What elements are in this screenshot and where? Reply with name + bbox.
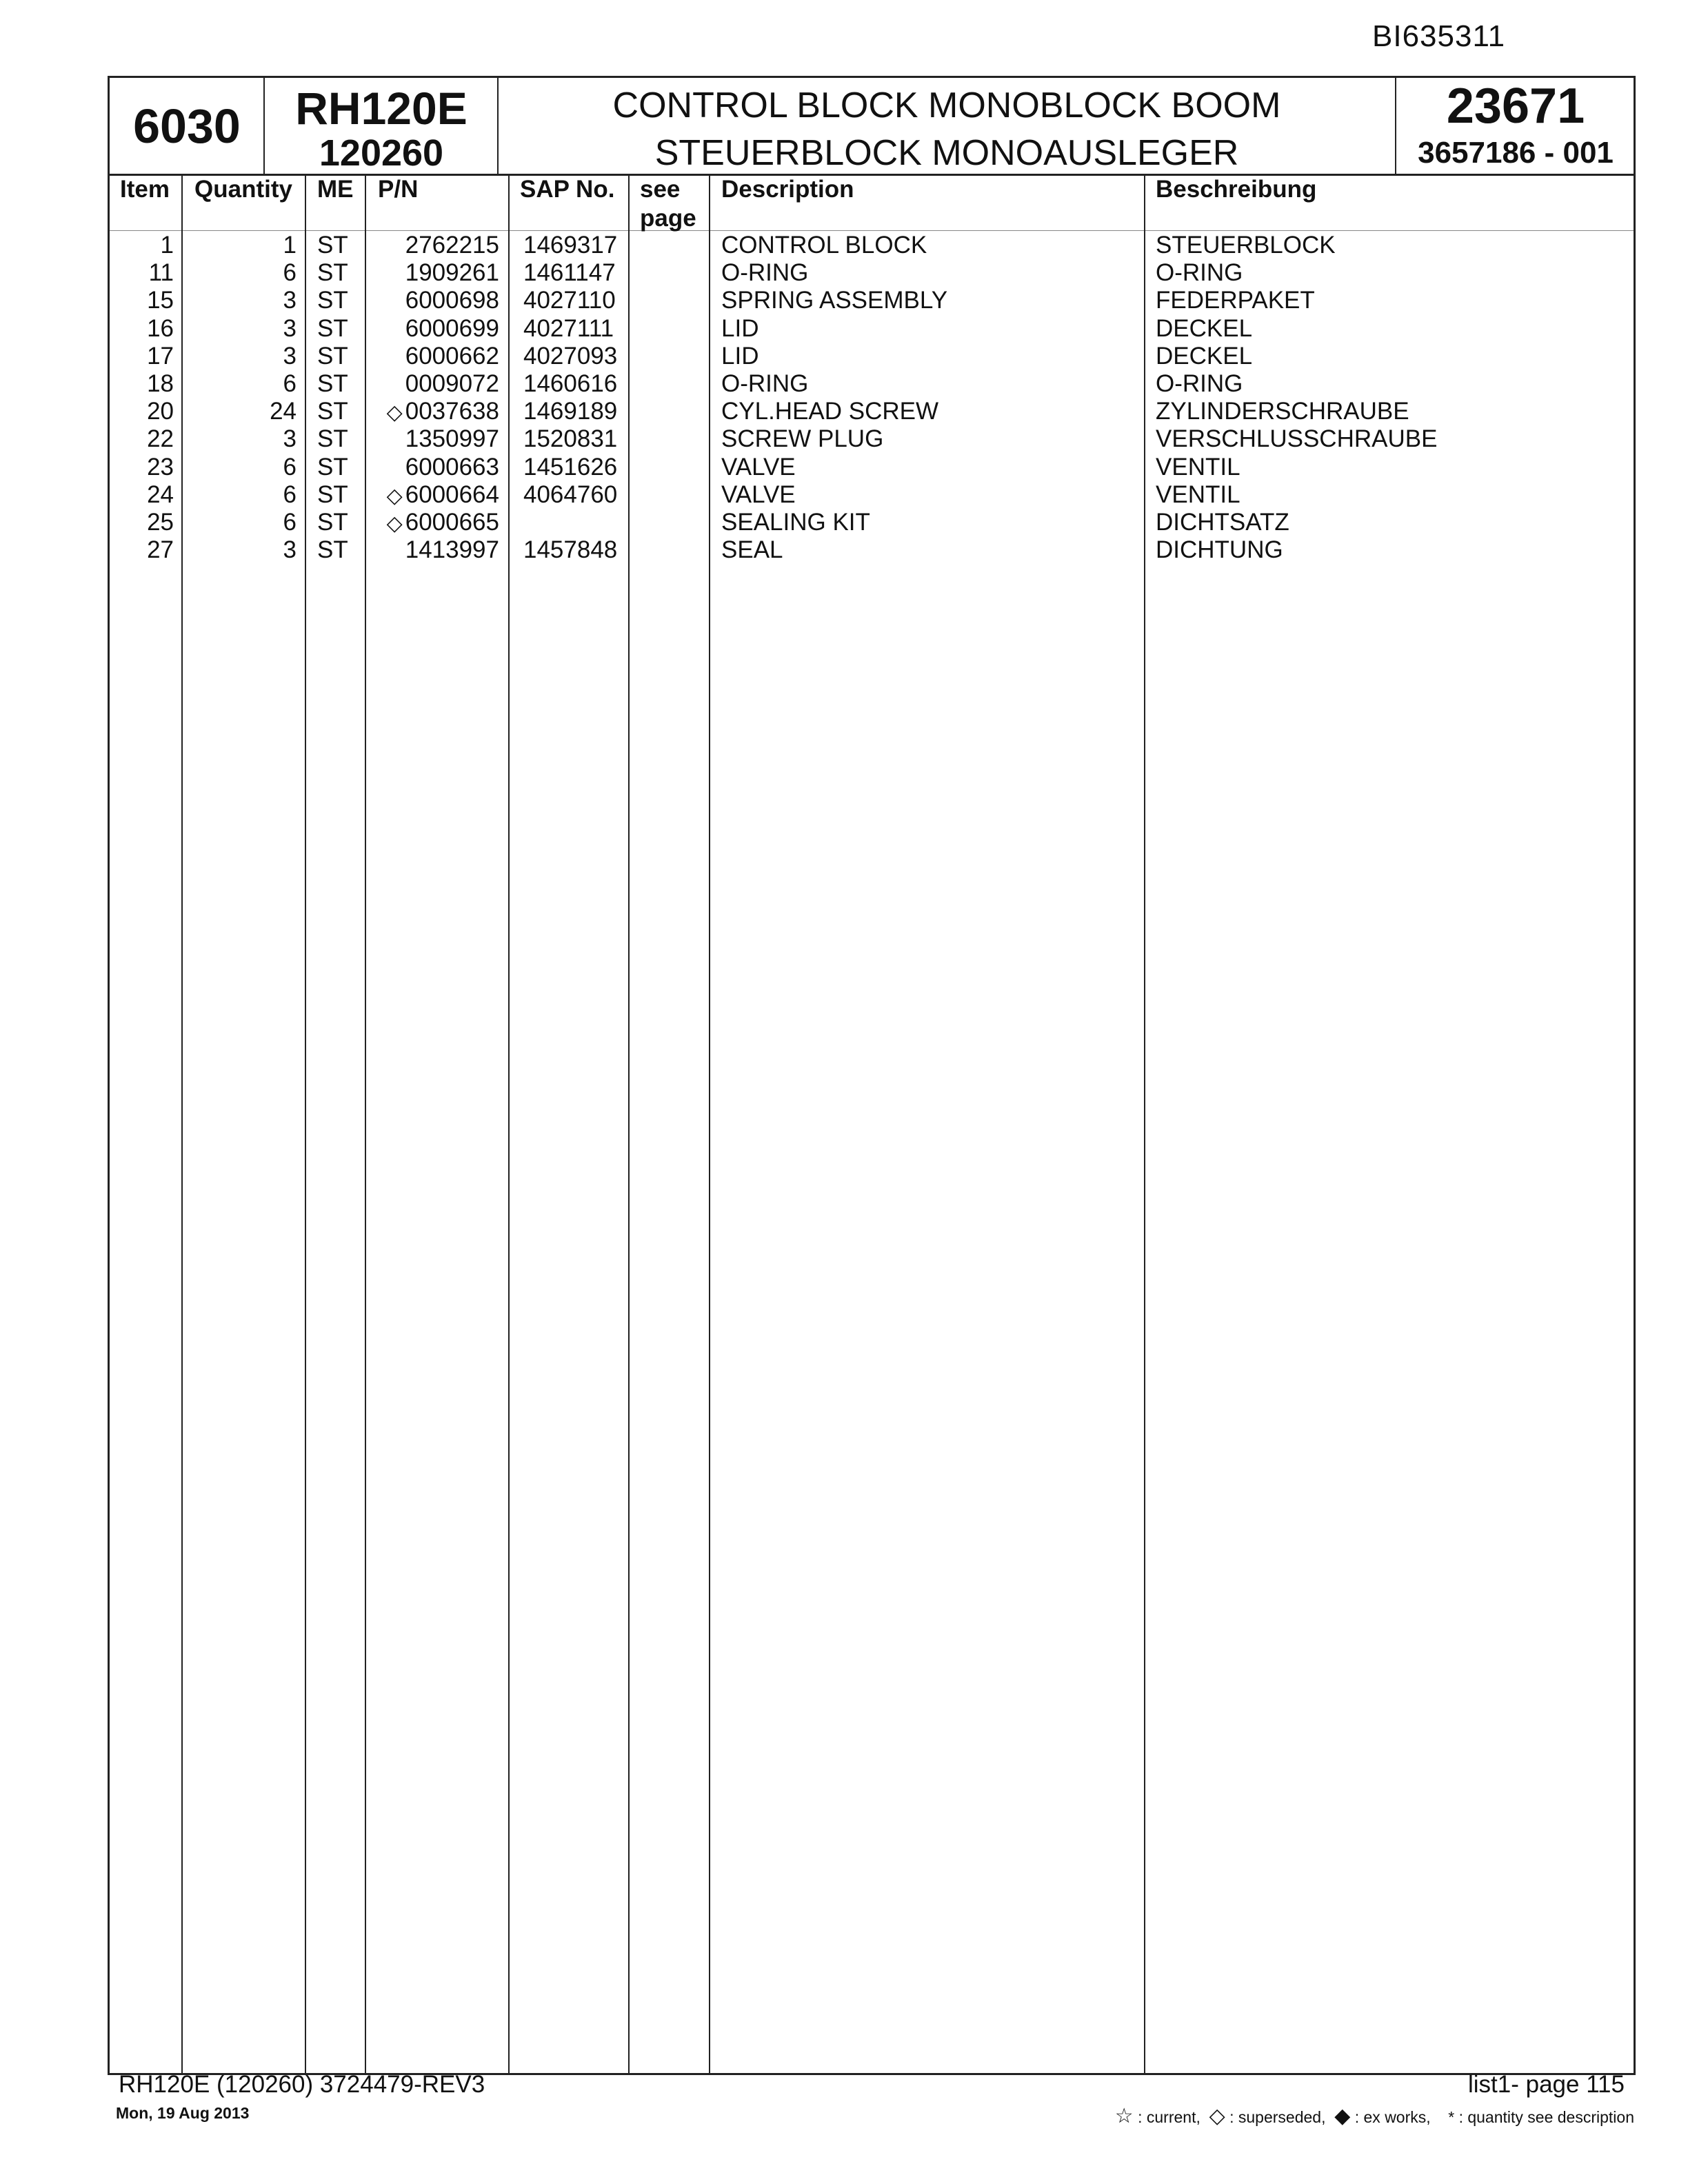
cell-item-text: 15 xyxy=(147,287,174,314)
cell-sap-text: 1520831 xyxy=(523,425,618,453)
cell-item xyxy=(147,315,174,343)
cell-item xyxy=(161,232,174,259)
cell-description xyxy=(721,398,938,425)
cell-me xyxy=(317,315,348,343)
cell-sap-text: 4064760 xyxy=(523,481,618,508)
cell-pn-text: 1350997 xyxy=(405,425,499,453)
column-divider xyxy=(365,174,366,2074)
cell-quantity-text: 3 xyxy=(283,425,297,453)
cell-quantity-text: 1 xyxy=(283,232,297,259)
cell-item xyxy=(147,370,174,398)
cell-description xyxy=(721,232,927,259)
cell-sap-text: 4027111 xyxy=(523,314,614,342)
cell-me xyxy=(317,259,348,287)
machine-serial: 120260 xyxy=(319,132,444,174)
cell-beschreibung xyxy=(1156,343,1252,370)
document-id: BI635311 xyxy=(1372,19,1506,53)
cell-item-text: 18 xyxy=(147,370,174,397)
title-german: STEUERBLOCK MONOAUSLEGER xyxy=(654,133,1239,173)
cell-sap xyxy=(523,398,617,425)
star-icon: ☆ xyxy=(1114,2105,1134,2127)
cell-beschreibung xyxy=(1156,287,1315,314)
cell-pn-text: 6000699 xyxy=(405,314,499,342)
cell-me xyxy=(317,343,348,370)
cell-quantity-text: 3 xyxy=(283,314,297,342)
cell-quantity xyxy=(283,315,297,343)
cell-beschreibung-text: O-RING xyxy=(1156,370,1243,397)
cell-pn xyxy=(405,343,499,370)
cell-description-text: VALVE xyxy=(721,481,796,508)
cell-item xyxy=(147,536,174,564)
cell-beschreibung xyxy=(1156,232,1336,259)
cell-quantity xyxy=(283,370,297,398)
cell-description xyxy=(721,425,883,453)
column-header-sap: SAP No. xyxy=(520,176,615,203)
cell-me-text: ST xyxy=(317,370,348,397)
cell-item xyxy=(147,398,174,425)
cell-quantity-text: 6 xyxy=(283,453,297,481)
cell-description xyxy=(721,259,808,287)
cell-sap xyxy=(523,454,617,481)
cell-item-text: 20 xyxy=(147,398,174,425)
cell-me xyxy=(317,481,348,509)
cell-quantity xyxy=(283,536,297,564)
cell-pn-text: 6000663 xyxy=(405,453,499,481)
cell-sap xyxy=(523,481,617,509)
cell-quantity xyxy=(283,509,297,536)
column-divider xyxy=(628,174,630,2074)
diamond-filled-icon: ◆ xyxy=(1334,2105,1351,2127)
cell-pn-text: 6000662 xyxy=(405,342,499,370)
cell-me-text: ST xyxy=(317,453,348,481)
cell-sap-text: 1469189 xyxy=(523,398,618,425)
cell-pn xyxy=(405,370,499,398)
header-divider xyxy=(1395,76,1396,175)
column-divider xyxy=(1144,174,1145,2074)
cell-sap xyxy=(523,425,617,453)
cell-me-text: ST xyxy=(317,536,348,564)
footer-document-ref: RH120E (120260) 3724479-REV3 xyxy=(119,2071,485,2098)
legend-ex-works: : ex works, xyxy=(1354,2108,1431,2126)
cell-sap xyxy=(523,536,617,564)
cell-sap-text: 1469317 xyxy=(523,232,618,259)
cell-pn xyxy=(387,398,499,427)
cell-sap-text: 4027110 xyxy=(523,287,616,314)
cell-pn xyxy=(405,315,499,343)
footer-page-number: list1- page 115 xyxy=(1467,2071,1625,2098)
cell-description xyxy=(721,481,796,509)
header-divider xyxy=(497,76,499,175)
cell-pn xyxy=(405,454,499,481)
cell-description-text: O-RING xyxy=(721,370,809,397)
cell-me-text: ST xyxy=(317,481,348,508)
column-divider xyxy=(508,174,510,2074)
cell-pn-text: 0009072 xyxy=(405,370,499,397)
footer-date: Mon, 19 Aug 2013 xyxy=(116,2104,250,2122)
cell-beschreibung-text: DECKEL xyxy=(1156,342,1253,370)
cell-quantity xyxy=(283,259,297,287)
title-english: CONTROL BLOCK MONOBLOCK BOOM xyxy=(612,85,1281,125)
cell-quantity xyxy=(283,425,297,453)
cell-pn xyxy=(405,536,499,564)
cell-quantity-text: 3 xyxy=(283,342,297,370)
diamond-outline-icon: ◇ xyxy=(1209,2105,1225,2127)
cell-beschreibung-text: DECKEL xyxy=(1156,314,1253,342)
cell-item-text: 27 xyxy=(147,536,174,564)
cell-quantity-text: 6 xyxy=(283,481,297,508)
cell-description-text: CYL.HEAD SCREW xyxy=(721,398,939,425)
cell-beschreibung-text: ZYLINDERSCHRAUBE xyxy=(1156,398,1409,425)
cell-item xyxy=(147,425,174,453)
column-header-description: Description xyxy=(721,176,854,203)
cell-sap xyxy=(523,315,614,343)
figure-number: 23671 xyxy=(1446,79,1585,134)
cell-beschreibung xyxy=(1156,398,1409,425)
cell-me-text: ST xyxy=(317,425,348,453)
cell-quantity-text: 24 xyxy=(270,398,297,425)
cell-sap xyxy=(523,259,616,287)
cell-description xyxy=(721,343,758,370)
cell-quantity xyxy=(283,481,297,509)
column-divider xyxy=(305,174,306,2074)
cell-me-text: ST xyxy=(317,509,348,536)
cell-pn xyxy=(387,509,499,538)
cell-quantity xyxy=(283,454,297,481)
cell-pn xyxy=(387,481,499,510)
cell-description-text: SEAL xyxy=(721,536,783,564)
cell-me xyxy=(317,454,348,481)
cell-pn-text: 6000665 xyxy=(405,509,499,536)
superseded-diamond-icon: ◇ xyxy=(386,512,403,535)
cell-pn-text: 6000698 xyxy=(405,287,499,314)
cell-description-text: LID xyxy=(721,342,759,370)
cell-pn-text: 2762215 xyxy=(405,232,499,259)
cell-pn-text: 0037638 xyxy=(405,398,499,425)
cell-me-text: ST xyxy=(317,232,348,259)
cell-me-text: ST xyxy=(317,342,348,370)
symbol-legend xyxy=(1115,2104,1634,2128)
cell-sap xyxy=(523,370,617,398)
cell-item-text: 1 xyxy=(160,232,174,259)
cell-beschreibung xyxy=(1156,454,1240,481)
cell-beschreibung-text: VENTIL xyxy=(1156,481,1240,508)
cell-beschreibung xyxy=(1156,481,1240,509)
cell-description-text: SCREW PLUG xyxy=(721,425,884,453)
cell-item xyxy=(149,259,174,287)
cell-item xyxy=(147,509,174,536)
cell-pn-text: 1413997 xyxy=(405,536,499,564)
cell-me xyxy=(317,425,348,453)
cell-sap-text: 1457848 xyxy=(523,536,618,564)
cell-quantity xyxy=(283,287,297,314)
cell-beschreibung-text: O-RING xyxy=(1156,259,1243,287)
superseded-diamond-icon: ◇ xyxy=(386,484,403,507)
group-number: 6030 xyxy=(133,99,241,153)
cell-description-text: SPRING ASSEMBLY xyxy=(721,287,948,314)
header-rule xyxy=(110,230,1634,231)
cell-quantity-text: 6 xyxy=(283,509,297,536)
cell-sap xyxy=(523,232,617,259)
cell-description xyxy=(721,454,796,481)
column-divider xyxy=(709,174,710,2074)
column-divider xyxy=(181,174,183,2074)
cell-beschreibung xyxy=(1156,425,1437,453)
cell-quantity-text: 3 xyxy=(283,287,297,314)
cell-quantity-text: 6 xyxy=(283,370,297,397)
cell-beschreibung-text: DICHTUNG xyxy=(1156,536,1283,564)
cell-beschreibung xyxy=(1156,370,1243,398)
cell-item xyxy=(147,454,174,481)
cell-beschreibung xyxy=(1156,259,1243,287)
column-header-see-page: see page xyxy=(640,176,696,232)
cell-beschreibung xyxy=(1156,315,1252,343)
legend-quantity: : quantity see description xyxy=(1458,2108,1634,2126)
cell-item-text: 24 xyxy=(147,481,174,508)
cell-beschreibung-text: DICHTSATZ xyxy=(1156,509,1289,536)
cell-sap-text: 1460616 xyxy=(523,370,618,397)
cell-description-text: CONTROL BLOCK xyxy=(721,232,927,259)
cell-sap xyxy=(523,343,617,370)
cell-item-text: 16 xyxy=(147,314,174,342)
column-header-quantity: Quantity xyxy=(194,176,292,203)
cell-sap-text: 4027093 xyxy=(523,342,618,370)
cell-item-text: 25 xyxy=(147,509,174,536)
cell-item-text: 22 xyxy=(147,425,174,453)
cell-beschreibung-text: VENTIL xyxy=(1156,453,1240,481)
cell-quantity-text: 6 xyxy=(283,259,297,287)
cell-description xyxy=(721,287,947,314)
cell-me xyxy=(317,232,348,259)
column-header-pn: P/N xyxy=(378,176,419,203)
cell-me-text: ST xyxy=(317,259,348,287)
cell-description xyxy=(721,509,870,536)
cell-item-text: 11 xyxy=(148,259,174,287)
cell-description-text: SEALING KIT xyxy=(721,509,870,536)
column-header-item: Item xyxy=(120,176,170,203)
cell-quantity xyxy=(283,343,297,370)
cell-description xyxy=(721,315,758,343)
drawing-number: 3657186 - 001 xyxy=(1418,136,1614,170)
cell-me-text: ST xyxy=(317,287,348,314)
cell-description-text: O-RING xyxy=(721,259,809,287)
cell-description xyxy=(721,370,808,398)
cell-beschreibung-text: FEDERPAKET xyxy=(1156,287,1315,314)
cell-me xyxy=(317,398,348,425)
cell-sap xyxy=(523,287,616,314)
cell-description-text: LID xyxy=(721,314,759,342)
cell-pn-text: 1909261 xyxy=(405,259,499,287)
column-header-beschreibung: Beschreibung xyxy=(1156,176,1317,203)
machine-model: RH120E xyxy=(295,83,468,134)
cell-pn xyxy=(405,287,499,314)
asterisk-icon: * xyxy=(1448,2108,1455,2126)
cell-me xyxy=(317,536,348,564)
cell-quantity xyxy=(283,232,297,259)
cell-me xyxy=(317,287,348,314)
cell-item xyxy=(147,287,174,314)
cell-pn xyxy=(405,259,499,287)
cell-beschreibung-text: VERSCHLUSSCHRAUBE xyxy=(1156,425,1438,453)
cell-me xyxy=(317,509,348,536)
cell-description-text: VALVE xyxy=(721,453,796,481)
legend-superseded: : superseded, xyxy=(1229,2108,1326,2126)
column-header-me: ME xyxy=(317,176,354,203)
cell-beschreibung-text: STEUERBLOCK xyxy=(1156,232,1336,259)
cell-pn xyxy=(405,425,499,453)
cell-beschreibung xyxy=(1156,509,1289,536)
cell-sap-text: 1461147 xyxy=(523,259,616,287)
cell-item-text: 23 xyxy=(147,453,174,481)
cell-pn xyxy=(405,232,499,259)
cell-sap-text: 1451626 xyxy=(523,453,618,481)
cell-me-text: ST xyxy=(317,398,348,425)
superseded-diamond-icon: ◇ xyxy=(386,401,403,425)
cell-beschreibung xyxy=(1156,536,1283,564)
cell-quantity xyxy=(270,398,297,425)
cell-pn-text: 6000664 xyxy=(405,481,499,508)
cell-me xyxy=(317,370,348,398)
cell-item xyxy=(147,343,174,370)
cell-description xyxy=(721,536,783,564)
legend-current: : current, xyxy=(1138,2108,1200,2126)
cell-item-text: 17 xyxy=(147,342,174,370)
cell-me-text: ST xyxy=(317,314,348,342)
cell-quantity-text: 3 xyxy=(283,536,297,564)
cell-item xyxy=(147,481,174,509)
